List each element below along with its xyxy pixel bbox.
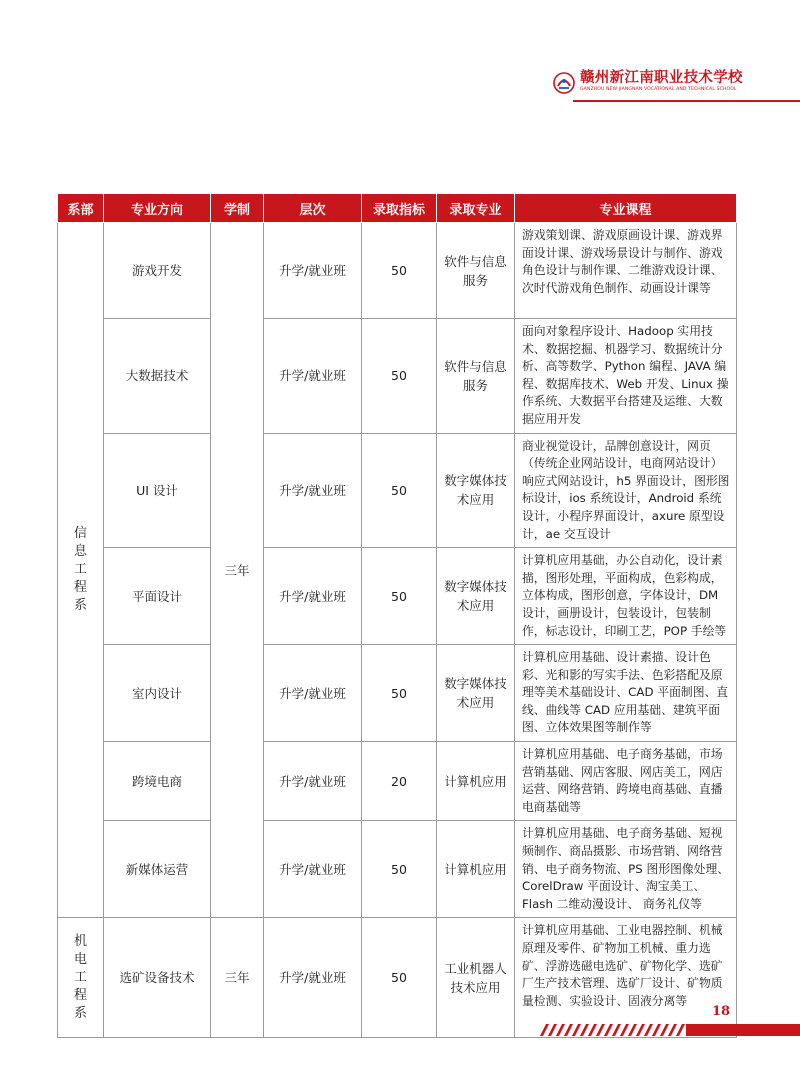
department-cell	[58, 918, 104, 1038]
level-cell	[264, 821, 362, 918]
school-emblem-icon	[553, 72, 575, 94]
major-cell	[437, 319, 515, 434]
major-cell	[437, 223, 515, 319]
direction-cell: 室内设计	[104, 645, 211, 742]
level-text: 升学/就业班	[279, 970, 346, 986]
quota-cell: 50	[362, 223, 437, 319]
department-cell	[58, 223, 104, 918]
duration-cell: 三年	[211, 918, 264, 1038]
direction-cell: UI 设计	[104, 433, 211, 548]
header-major: 录取专业	[437, 194, 515, 223]
table-header-row	[58, 194, 737, 223]
courses-cell: 面向对象程序设计、Hadoop 实用技术、数据挖掘、机器学习、数据统计分析、高等数学、Python 编程、JAVA 编程、数据库技术、Web 开发、Linux 操作系统、大数据平台搭建及运维、大数据应用开发	[515, 319, 737, 434]
quota-cell: 50	[362, 433, 437, 548]
direction-cell: 大数据技术	[104, 319, 211, 434]
major-cell	[437, 433, 515, 548]
direction-cell: 选矿设备技术	[104, 918, 211, 1038]
table-row	[58, 223, 737, 319]
level-cell	[264, 742, 362, 821]
level-text: 升学/就业班	[279, 263, 346, 278]
table-row	[58, 433, 737, 548]
level-text: 升学/就业班	[279, 588, 346, 604]
quota-cell: 50	[362, 319, 437, 434]
table-row	[58, 918, 737, 1038]
level-cell	[264, 319, 362, 434]
level-text: 升学/就业班	[279, 773, 346, 789]
direction-cell: 新媒体运营	[104, 821, 211, 918]
table-row	[58, 645, 737, 742]
courses-cell: 计算机应用基础，办公自动化，设计素描，图形处理，平面构成，色彩构成，立体构成，图形创意，字体设计，DM 设计，画册设计，包装设计，包装制作，标志设计，印刷工艺，POP 手绘等	[515, 548, 737, 645]
major-text: 工业机器人技术应用	[444, 960, 507, 995]
major-cell	[437, 821, 515, 918]
table-row	[58, 821, 737, 918]
major-cell	[437, 645, 515, 742]
courses-cell: 计算机应用基础、工业电器控制、机械原理及零件、矿物加工机械、重力选矿、浮游选磁电选矿、矿物化学、选矿厂生产技术管理、选矿厂设计、矿物质量检测、实验设计、固液分离等	[515, 918, 737, 1038]
level-text: 升学/就业班	[279, 685, 346, 701]
major-text: 数字媒体技术应用	[444, 579, 507, 614]
table-row	[58, 319, 737, 434]
quota-cell: 50	[362, 548, 437, 645]
courses-cell: 游戏策划课、游戏原画设计课、游戏界面设计课、游戏场景设计与制作、游戏角色设计与制作课、二维游戏设计课、次时代游戏角色制作、动画设计课等	[515, 223, 737, 319]
level-cell	[264, 223, 362, 319]
level-text: 升学/就业班	[279, 861, 346, 877]
level-text: 升学/就业班	[279, 482, 346, 498]
direction-cell: 跨境电商	[104, 742, 211, 821]
page-number: 18	[712, 1004, 731, 1019]
direction-cell: 游戏开发	[104, 223, 211, 319]
department-name: 信息工程系	[73, 526, 87, 614]
courses-cell: 商业视觉设计，品牌创意设计，网页（传统企业网站设计，电商网站设计）响应式网站设计，h5 界面设计，图形图标设计，ios 系统设计，Android 系统设计，小程序界面设计，axure 原型设计，ae 交互设计	[515, 433, 737, 548]
courses-cell: 计算机应用基础、电子商务基础，市场营销基础、网店客服、网店美工，网店运营、网络营销、跨境电商基础、直播电商基础等	[515, 742, 737, 821]
courses-cell: 计算机应用基础、电子商务基础、短视频制作、商品摄影、市场营销、网络营销、电子商务物流、PS 图形图像处理、CorelDraw 平面设计、淘宝美工、Flash 二维动漫设计、 商务礼仪等	[515, 821, 737, 918]
header-courses: 专业课程	[515, 194, 737, 223]
header-duration: 学制	[211, 194, 264, 223]
courses-cell: 计算机应用基础、设计素描、设计色彩、光和影的写实手法、色彩搭配及原理等美术基础设计、CAD 平面制图、直线、曲线等 CAD 应用基础、建筑平面图、立体效果图等制作等	[515, 645, 737, 742]
level-cell	[264, 918, 362, 1038]
major-text: 计算机应用	[444, 773, 507, 789]
quota-cell: 50	[362, 821, 437, 918]
major-cell	[437, 742, 515, 821]
level-text: 升学/就业班	[279, 368, 346, 384]
header-level: 层次	[264, 194, 362, 223]
major-cell	[437, 548, 515, 645]
major-text: 软件与信息服务	[444, 358, 507, 393]
quota-cell: 50	[362, 918, 437, 1038]
department-name: 机电工程系	[73, 933, 87, 1021]
duration-cell: 三年	[211, 223, 264, 918]
level-cell	[264, 645, 362, 742]
table-row	[58, 742, 737, 821]
admissions-table	[57, 193, 737, 1038]
level-cell	[264, 433, 362, 548]
table-row	[58, 548, 737, 645]
direction-cell: 平面设计	[104, 548, 211, 645]
header-divider	[573, 100, 800, 102]
major-text: 数字媒体技术应用	[444, 473, 507, 508]
level-cell	[264, 548, 362, 645]
school-logo	[553, 70, 743, 94]
quota-cell: 50	[362, 645, 437, 742]
footer-stripe-decoration	[540, 1024, 800, 1036]
header-department: 系部	[58, 194, 104, 223]
page-header	[0, 0, 800, 110]
header-direction: 专业方向	[104, 194, 211, 223]
major-text: 软件与信息服务	[444, 253, 507, 288]
school-name-cn: 赣州新江南职业技术学校	[580, 70, 743, 86]
quota-cell: 20	[362, 742, 437, 821]
header-quota: 录取指标	[362, 194, 437, 223]
major-text: 计算机应用	[444, 861, 507, 877]
major-text: 数字媒体技术应用	[444, 676, 507, 711]
school-name-en: GANZHOU NEW JIANGNAN VOCATIONAL AND TECHNICAL SCHOOL	[580, 87, 737, 92]
major-cell	[437, 918, 515, 1038]
